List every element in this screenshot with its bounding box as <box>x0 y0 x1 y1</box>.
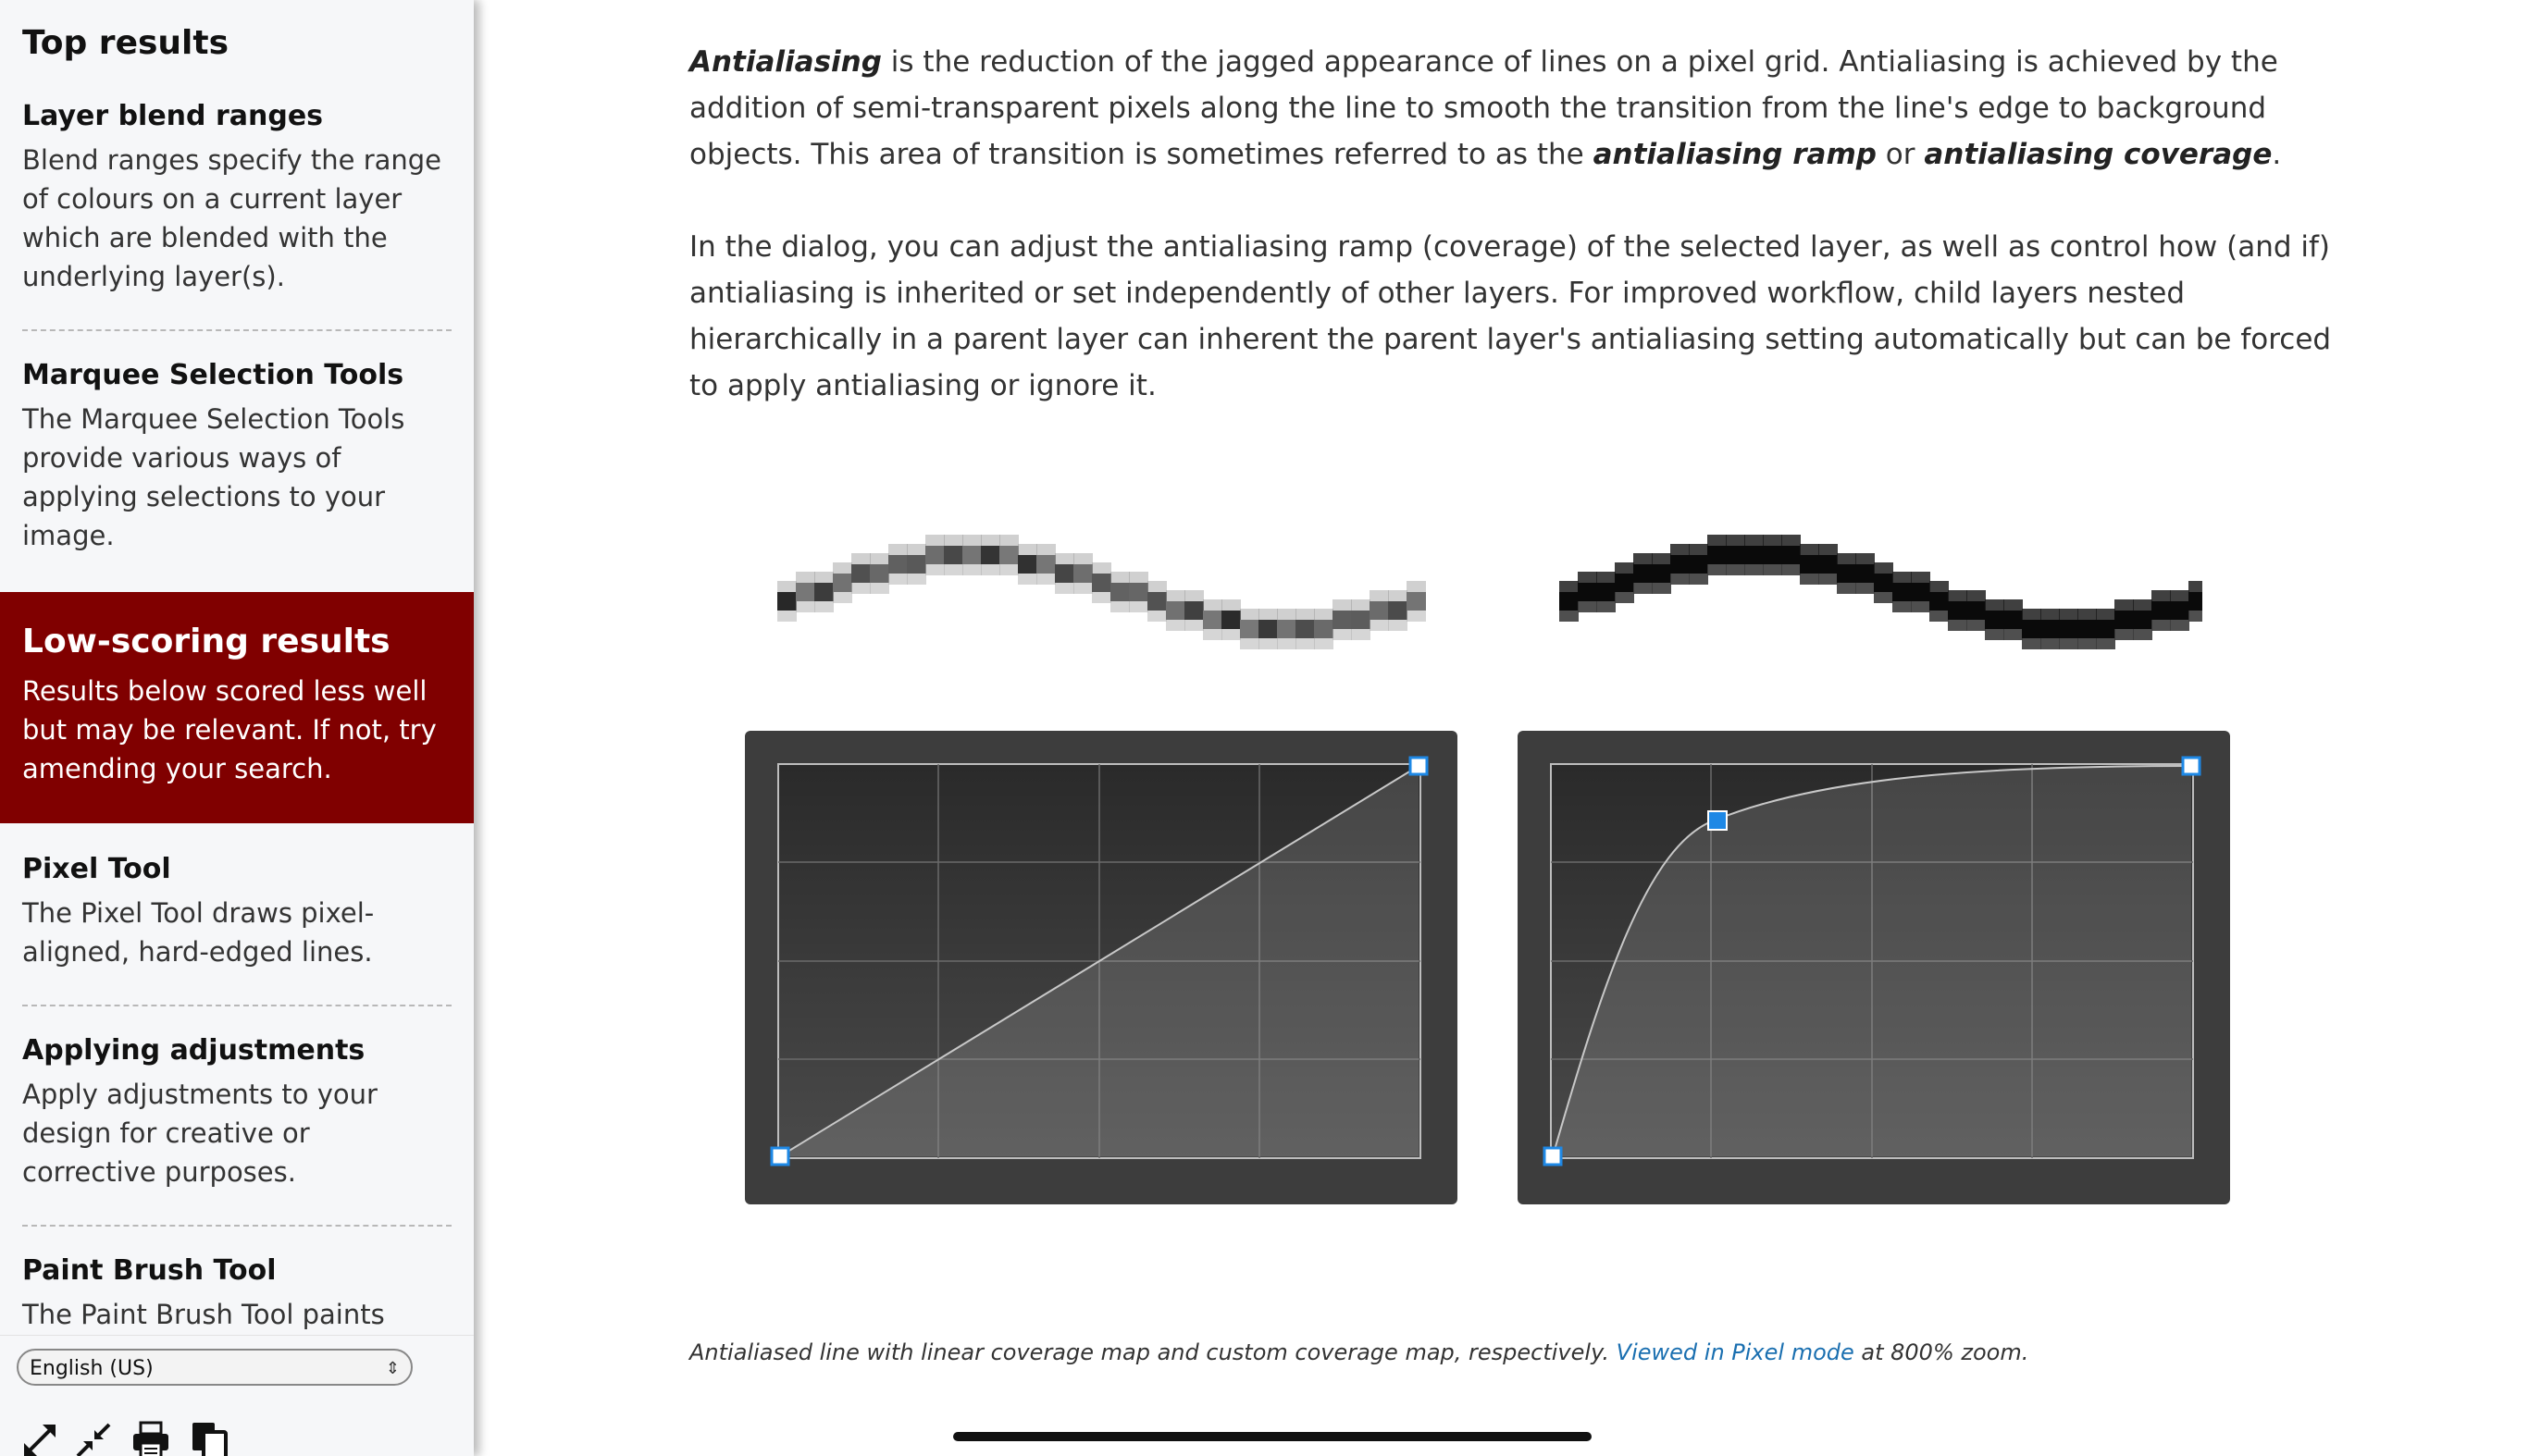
stroke-pixel <box>1559 592 1579 611</box>
stroke-pixel <box>1892 572 1912 583</box>
result-item-pixel-tool[interactable] <box>22 823 452 1006</box>
stroke-pixel <box>1351 599 1370 611</box>
stroke-pixel <box>1911 583 1930 601</box>
stroke-pixel <box>1985 629 2004 640</box>
stroke-pixel <box>981 564 1000 575</box>
stroke-pixel <box>1966 620 1986 631</box>
stroke-pixel <box>1351 629 1370 640</box>
stroke-pixel <box>1332 611 1352 629</box>
start-handle[interactable] <box>772 1148 788 1165</box>
stroke-pixel <box>1837 583 1856 594</box>
stroke-pixel <box>1744 564 1764 575</box>
intro-paragraph: Antialiasing is the reduction of the jagged appearance of lines on a pixel grid. Antialiasing is achieved by the addition of semi-transparent pixels along the line to smooth the transition from the line's edge to background objects. This area of transition is sometimes referred to as the antialiasing ramp or antialiasing coverage. <box>689 45 2282 171</box>
stroke-pixel <box>1073 583 1093 594</box>
stroke-pixel <box>2096 638 2115 649</box>
stroke-pixel <box>1240 620 1259 638</box>
result-description: The Paint Brush Tool paints <box>22 1299 385 1330</box>
stroke-pixel <box>1633 564 1653 583</box>
stroke-pixel <box>1221 611 1241 629</box>
stroke-pixel <box>2170 620 2189 631</box>
stroke-pixel <box>1874 574 1893 592</box>
language-select[interactable] <box>17 1349 413 1386</box>
stroke-pixel <box>777 581 797 592</box>
stroke-pixel <box>1929 592 1949 611</box>
result-item-applying-adjustments[interactable] <box>22 1006 452 1227</box>
stroke-pixel <box>870 564 889 583</box>
stroke-pixel <box>1351 611 1370 629</box>
stroke-pixel <box>1277 609 1296 620</box>
stroke-pixel <box>1147 581 1167 592</box>
stroke-pixel <box>1966 601 1986 620</box>
stroke-pixel <box>2188 611 2202 622</box>
stroke-pixel <box>1670 574 1690 585</box>
result-description: Blend ranges specify the range of colours on a current layer which are blended with the underlying layer(s). <box>22 144 442 292</box>
stroke-pixel <box>1707 546 1727 564</box>
stroke-pixel <box>1781 564 1801 575</box>
start-handle[interactable] <box>1544 1148 1561 1165</box>
expand-icon[interactable] <box>19 1419 61 1456</box>
stroke-pixel <box>777 592 797 611</box>
stroke-pixel <box>1184 601 1204 620</box>
stroke-pixel <box>1129 601 1148 612</box>
stroke-pixel <box>925 535 945 546</box>
stroke-pixel <box>962 564 982 575</box>
stroke-pixel <box>925 564 945 575</box>
stroke-pixel <box>1818 574 1838 585</box>
stroke-pixel <box>1966 590 1986 601</box>
stroke-pixel <box>1781 546 1801 564</box>
stroke-pixel <box>1652 564 1671 583</box>
stroke-pixel <box>833 592 852 603</box>
result-item-paint-brush-tool[interactable] <box>22 1227 452 1337</box>
stroke-pixel <box>1388 620 1407 631</box>
stroke-pixel <box>851 553 871 564</box>
stroke-pixel <box>1911 601 1930 612</box>
stroke-pixel <box>796 601 815 612</box>
pixel-mode-link[interactable]: Viewed in Pixel mode <box>1616 1339 1854 1365</box>
stroke-pixel <box>1633 583 1653 594</box>
stroke-pixel <box>1388 590 1407 601</box>
low-scoring-description: Results below scored less well but may be relevant. If not, try amending your search. <box>22 675 437 784</box>
stroke-pixel <box>1855 564 1875 583</box>
stroke-pixel <box>1018 544 1037 555</box>
stroke-pixel <box>2151 620 2171 631</box>
stroke-pixel <box>1203 611 1222 629</box>
stroke-pixel <box>2003 629 2023 640</box>
stroke-pixel <box>1578 572 1597 583</box>
stroke-pixel <box>1929 611 1949 622</box>
stroke-pixel <box>1036 555 1056 574</box>
stroke-pixel <box>1837 553 1856 564</box>
stroke-pixel <box>1407 611 1426 622</box>
stroke-pixel <box>1615 574 1634 592</box>
select-chevron-icon: ⇕ <box>385 1359 400 1378</box>
stroke-pixel <box>1855 583 1875 594</box>
stroke-pixel <box>2022 638 2041 649</box>
stroke-pixel <box>2188 581 2202 592</box>
stroke-pixel <box>981 546 1000 564</box>
stroke-pixel <box>1726 535 1745 546</box>
stroke-pixel <box>2170 590 2189 601</box>
stroke-pixel <box>1092 574 1111 592</box>
low-scoring-title: Low-scoring results <box>22 623 390 660</box>
stroke-pixel <box>1407 592 1426 611</box>
stroke-pixel <box>1018 574 1037 585</box>
stroke-pixel <box>1689 574 1708 585</box>
stroke-pixel <box>1314 620 1333 638</box>
stroke-pixel <box>1578 583 1597 601</box>
copy-icon[interactable] <box>189 1419 231 1456</box>
figure-caption: Antialiased line with linear coverage map and custom coverage map, respectively. Viewed in Pixel mode at 800% zoom. <box>689 1339 2029 1365</box>
stroke-pixel <box>1800 555 1819 574</box>
stroke-pixel <box>833 562 852 574</box>
stroke-pixel <box>1295 620 1315 638</box>
stroke-pixel <box>1559 581 1579 592</box>
stroke-pixel <box>1258 620 1278 638</box>
stroke-pixel <box>1818 544 1838 555</box>
stroke-pixel <box>796 583 815 601</box>
result-description: The Marquee Selection Tools provide various ways of applying selections to your image. <box>22 403 405 551</box>
stroke-pixel <box>1670 544 1690 555</box>
stroke-pixel <box>1763 546 1782 564</box>
result-item-marquee-selection-tools[interactable] <box>22 331 452 592</box>
stroke-pixel <box>1559 611 1579 622</box>
stroke-pixel <box>2114 629 2134 640</box>
stroke-pixel <box>2003 599 2023 611</box>
stroke-pixel <box>2133 599 2152 611</box>
antialiased-strokes-illustration <box>768 500 2202 666</box>
stroke-pixel <box>1689 544 1708 555</box>
stroke-pixel <box>1578 601 1597 612</box>
result-description: Apply adjustments to your design for creative or corrective purposes. <box>22 1079 378 1188</box>
stroke-pixel <box>1726 564 1745 575</box>
search-results-sidebar <box>0 0 474 1456</box>
stroke-pixel <box>1985 611 2004 629</box>
stroke-pixel <box>1314 609 1333 620</box>
result-title[interactable]: Pixel Tool <box>22 853 171 885</box>
stroke-pixel <box>1221 599 1241 611</box>
end-handle[interactable] <box>1410 758 1427 774</box>
stroke-pixel <box>1092 562 1111 574</box>
stroke-pixel <box>1332 629 1352 640</box>
stroke-pixel <box>1892 601 1912 612</box>
stroke-pixel <box>2151 601 2171 620</box>
custom-antialiased-stroke <box>1559 535 2202 649</box>
stroke-pixel <box>1147 592 1167 611</box>
stroke-pixel <box>2170 601 2189 620</box>
stroke-pixel <box>851 583 871 594</box>
stroke-pixel <box>1874 592 1893 603</box>
stroke-pixel <box>944 564 963 575</box>
stroke-pixel <box>981 535 1000 546</box>
stroke-pixel <box>1055 564 1074 583</box>
stroke-pixel <box>1277 620 1296 638</box>
stroke-pixel <box>1073 553 1093 564</box>
stroke-pixel <box>1295 609 1315 620</box>
control-point-handle[interactable] <box>1708 811 1727 830</box>
results-list[interactable] <box>0 0 474 1337</box>
stroke-pixel <box>1707 564 1727 575</box>
result-title[interactable]: Paint Brush Tool <box>22 1254 277 1287</box>
stroke-pixel <box>1615 592 1634 603</box>
stroke-pixel <box>1855 553 1875 564</box>
result-description: The Pixel Tool draws pixel-aligned, hard-edged lines. <box>22 897 375 968</box>
stroke-pixel <box>2151 590 2171 601</box>
stroke-pixel <box>1388 601 1407 620</box>
stroke-pixel <box>1370 601 1389 620</box>
stroke-pixel <box>962 535 982 546</box>
stroke-pixel <box>1129 572 1148 583</box>
stroke-pixel <box>2096 609 2115 620</box>
stroke-pixel <box>1184 620 1204 631</box>
low-scoring-banner <box>0 592 474 823</box>
stroke-pixel <box>999 564 1019 575</box>
stroke-pixel <box>1707 535 1727 546</box>
stroke-pixel <box>1781 535 1801 546</box>
stroke-pixel <box>2040 638 2060 649</box>
stroke-pixel <box>2077 638 2097 649</box>
stroke-pixel <box>1763 535 1782 546</box>
stroke-pixel <box>1314 638 1333 649</box>
stroke-pixel <box>1110 601 1130 612</box>
stroke-pixel <box>1203 629 1222 640</box>
stroke-pixel <box>1407 581 1426 592</box>
stroke-pixel <box>907 544 926 555</box>
stroke-pixel <box>1092 592 1111 603</box>
dialog-paragraph: In the dialog, you can adjust the antialiasing ramp (coverage) of the selected layer, as well as control how (and if) antialiasing is inherited or set independently of other layers. For improved workflow, child layers nested hierarchically in a parent layer can inherent the parent layer's antialiasing setting automatically but can be forced to apply antialiasing or ignore it. <box>689 230 2332 402</box>
stroke-pixel <box>2188 592 2202 611</box>
term-antialiasing-ramp: antialiasing ramp <box>1593 138 1877 171</box>
top-results-heading: Top results <box>22 24 229 62</box>
stroke-pixel <box>1596 583 1616 601</box>
stroke-pixel <box>1596 601 1616 612</box>
linear-antialiased-stroke <box>777 535 1426 649</box>
stroke-pixel <box>796 572 815 583</box>
stroke-pixel <box>1726 546 1745 564</box>
stroke-pixel <box>1221 629 1241 640</box>
stroke-pixel <box>2096 620 2115 638</box>
stroke-pixel <box>1615 562 1634 574</box>
collapse-icon[interactable] <box>72 1419 115 1456</box>
stroke-pixel <box>1596 572 1616 583</box>
stroke-pixel <box>1147 611 1167 622</box>
stroke-pixel <box>1929 581 1949 592</box>
stroke-pixel <box>1073 564 1093 583</box>
stroke-pixel <box>2114 611 2134 629</box>
end-handle[interactable] <box>2183 758 2200 774</box>
stroke-pixel <box>999 535 1019 546</box>
scroll-indicator[interactable] <box>953 1432 1592 1441</box>
stroke-pixel <box>1166 601 1185 620</box>
stroke-pixel <box>2133 629 2152 640</box>
stroke-pixel <box>1763 564 1782 575</box>
stroke-pixel <box>870 583 889 594</box>
stroke-pixel <box>2059 620 2078 638</box>
stroke-pixel <box>888 555 908 574</box>
stroke-pixel <box>2133 611 2152 629</box>
result-item-layer-blend-ranges[interactable] <box>22 70 452 331</box>
stroke-pixel <box>1240 638 1259 649</box>
stroke-pixel <box>2077 609 2097 620</box>
result-title[interactable]: Applying adjustments <box>22 1034 366 1067</box>
stroke-pixel <box>907 555 926 574</box>
stroke-pixel <box>1892 583 1912 601</box>
stroke-pixel <box>1818 555 1838 574</box>
stroke-pixel <box>1800 574 1819 585</box>
stroke-pixel <box>814 583 834 601</box>
stroke-pixel <box>2077 620 2097 638</box>
stroke-pixel <box>1184 590 1204 601</box>
sidebar-footer <box>0 1335 474 1456</box>
stroke-pixel <box>814 572 834 583</box>
stroke-pixel <box>1370 590 1389 601</box>
stroke-pixel <box>1911 572 1930 583</box>
stroke-pixel <box>2022 620 2041 638</box>
stroke-pixel <box>2114 599 2134 611</box>
linear-coverage-map-panel[interactable] <box>745 731 1457 1204</box>
stroke-pixel <box>944 546 963 564</box>
stroke-pixel <box>1744 546 1764 564</box>
stroke-pixel <box>814 601 834 612</box>
stroke-pixel <box>1800 544 1819 555</box>
term-antialiasing-coverage: antialiasing coverage <box>1924 138 2273 171</box>
stroke-pixel <box>2040 620 2060 638</box>
stroke-pixel <box>1166 620 1185 631</box>
stroke-pixel <box>851 564 871 583</box>
stroke-pixel <box>1633 553 1653 564</box>
stroke-pixel <box>2003 611 2023 629</box>
stroke-pixel <box>1129 583 1148 601</box>
stroke-pixel <box>833 574 852 592</box>
stroke-pixel <box>1652 583 1671 594</box>
stroke-pixel <box>777 611 797 622</box>
stroke-pixel <box>888 544 908 555</box>
stroke-pixel <box>1689 555 1708 574</box>
stroke-pixel <box>1837 564 1856 583</box>
stroke-pixel <box>1370 620 1389 631</box>
stroke-pixel <box>1874 562 1893 574</box>
stroke-pixel <box>1240 609 1259 620</box>
stroke-pixel <box>1055 553 1074 564</box>
term-antialiasing: Antialiasing <box>689 45 882 79</box>
stroke-pixel <box>944 535 963 546</box>
print-icon[interactable] <box>130 1419 172 1456</box>
result-title[interactable]: Marquee Selection Tools <box>22 359 404 391</box>
stroke-pixel <box>1948 620 1967 631</box>
stroke-pixel <box>1036 574 1056 585</box>
stroke-pixel <box>1166 590 1185 601</box>
stroke-pixel <box>1670 555 1690 574</box>
stroke-pixel <box>2040 609 2060 620</box>
stroke-pixel <box>907 574 926 585</box>
stroke-pixel <box>2059 638 2078 649</box>
stroke-pixel <box>870 553 889 564</box>
stroke-pixel <box>1985 599 2004 611</box>
stroke-pixel <box>1258 638 1278 649</box>
stroke-pixel <box>1744 535 1764 546</box>
custom-coverage-map-panel[interactable] <box>1518 731 2230 1204</box>
stroke-pixel <box>1110 583 1130 601</box>
stroke-pixel <box>1948 590 1967 601</box>
stroke-pixel <box>925 546 945 564</box>
stroke-pixel <box>1110 572 1130 583</box>
stroke-pixel <box>888 574 908 585</box>
stroke-pixel <box>1036 544 1056 555</box>
stroke-pixel <box>2059 609 2078 620</box>
stroke-pixel <box>1652 553 1671 564</box>
result-title[interactable]: Layer blend ranges <box>22 100 324 132</box>
stroke-pixel <box>1332 599 1352 611</box>
stroke-pixel <box>1295 638 1315 649</box>
stroke-pixel <box>999 546 1019 564</box>
stroke-pixel <box>962 546 982 564</box>
stroke-pixel <box>1018 555 1037 574</box>
stroke-pixel <box>1948 601 1967 620</box>
stroke-pixel <box>1258 609 1278 620</box>
stroke-pixel <box>1055 583 1074 594</box>
language-value: English (US) <box>30 1357 154 1380</box>
stroke-pixel <box>2022 609 2041 620</box>
stroke-pixel <box>1203 599 1222 611</box>
stroke-pixel <box>1277 638 1296 649</box>
